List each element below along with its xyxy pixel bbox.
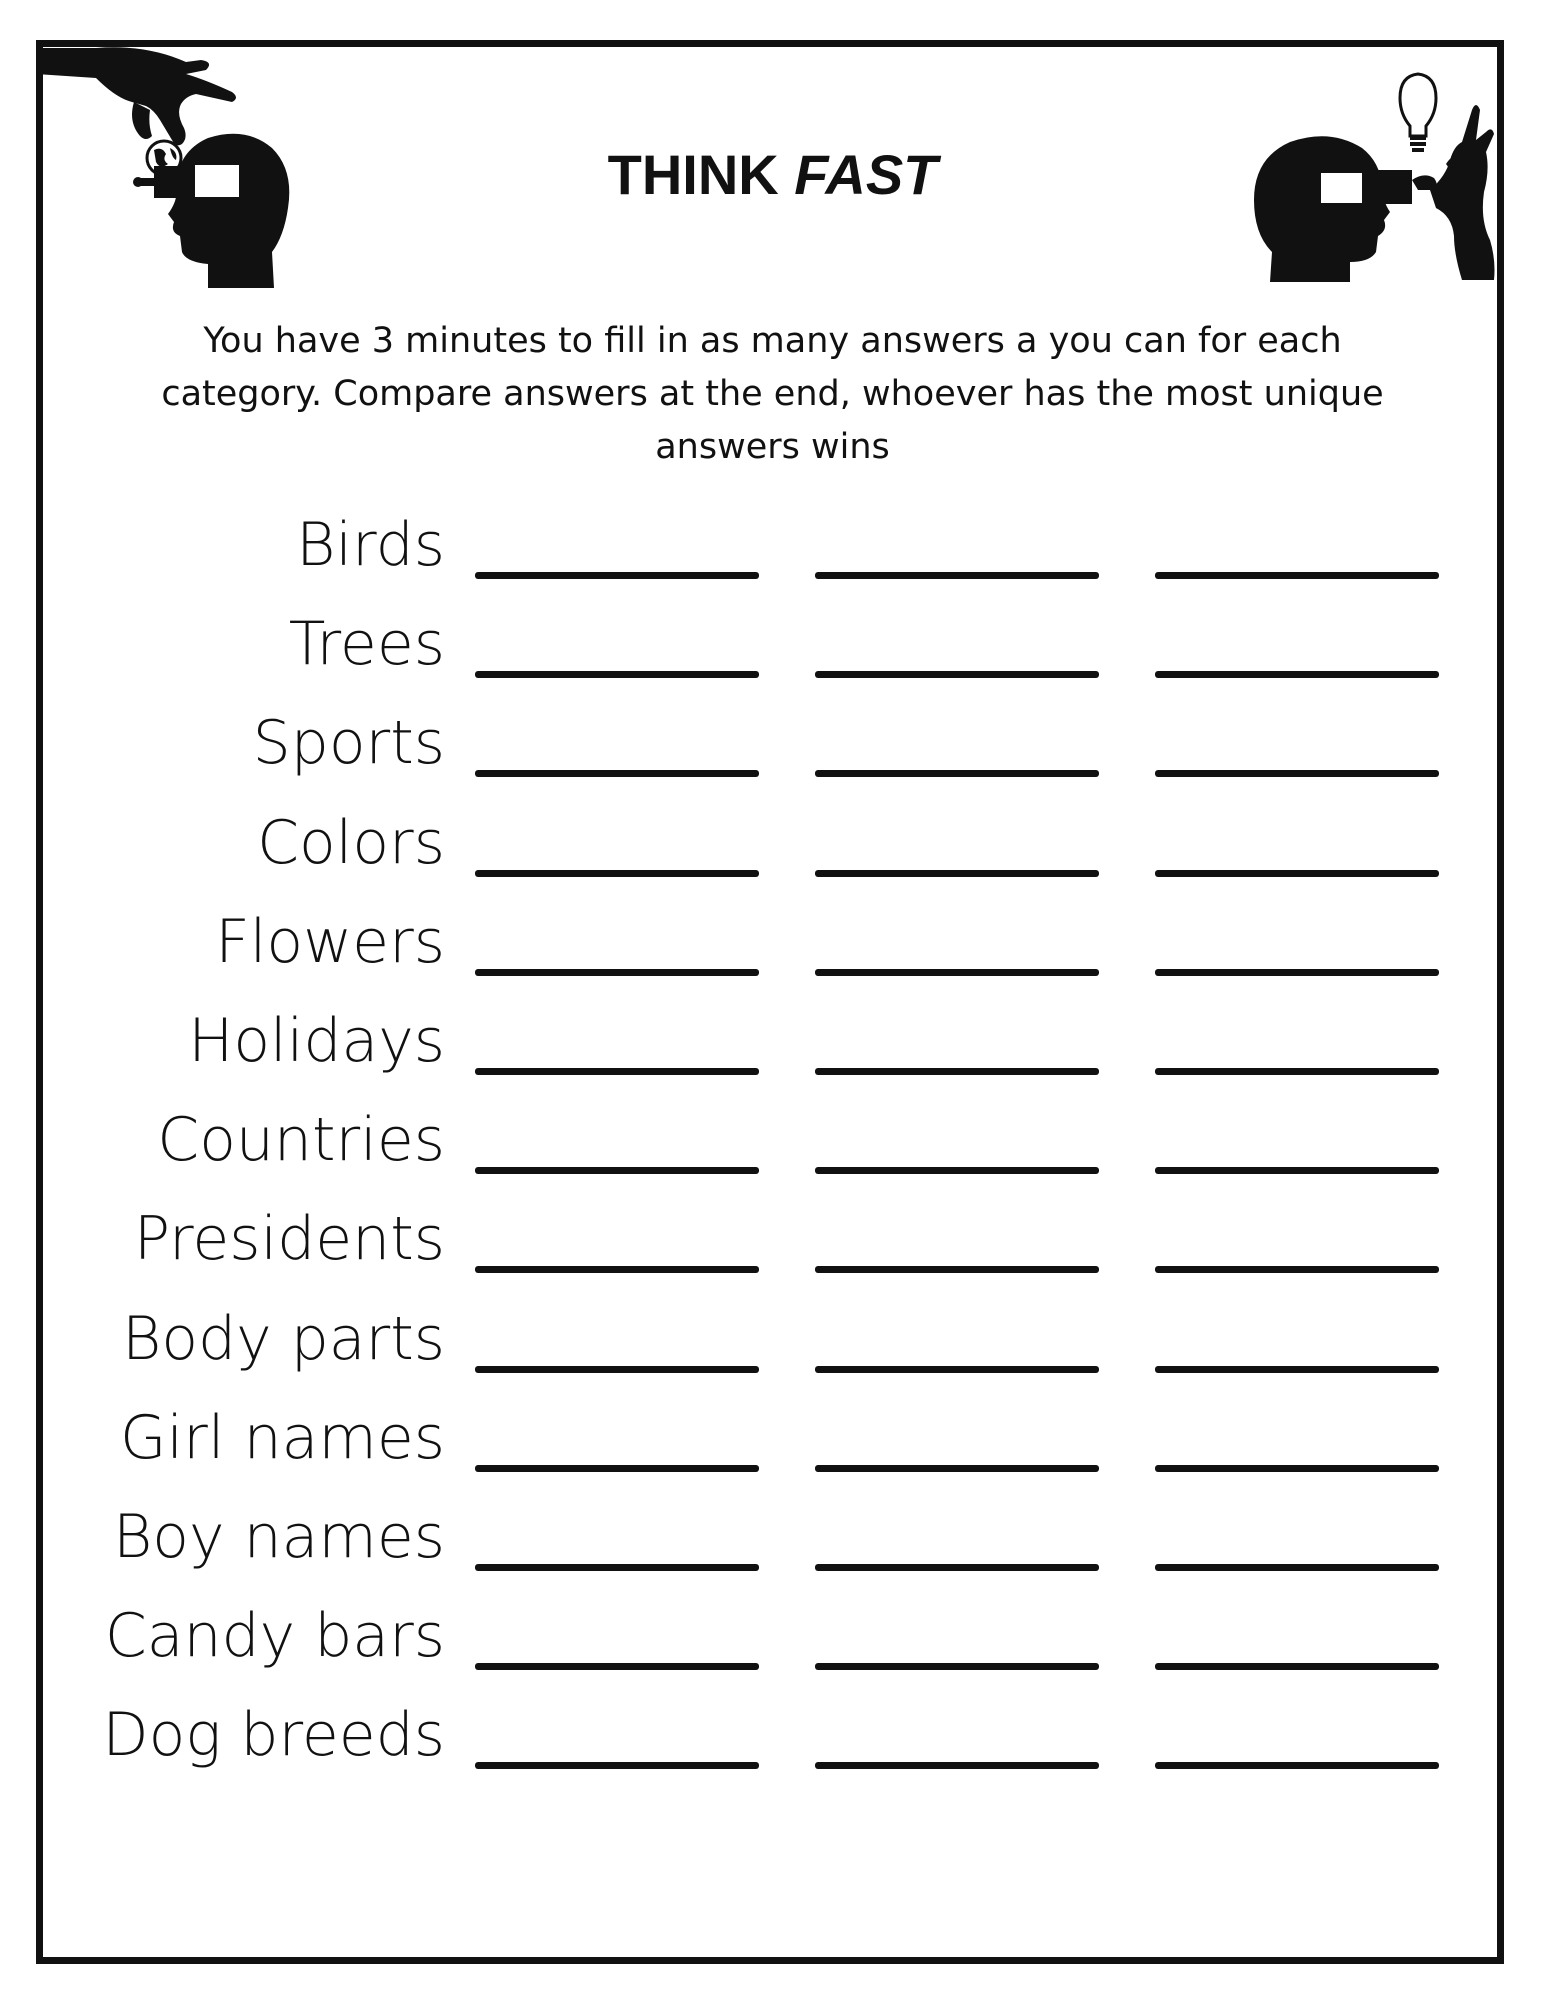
answer-blank[interactable] xyxy=(1155,770,1439,777)
answer-blank[interactable] xyxy=(815,1663,1099,1670)
category-label: Girl names xyxy=(120,1402,445,1473)
category-row xyxy=(0,907,1545,977)
answer-blank[interactable] xyxy=(1155,572,1439,579)
answer-blank[interactable] xyxy=(815,870,1099,877)
answer-blank[interactable] xyxy=(815,1266,1099,1273)
answer-blank[interactable] xyxy=(1155,1366,1439,1373)
answer-blank[interactable] xyxy=(1155,1564,1439,1571)
answer-blank[interactable] xyxy=(815,572,1099,579)
instructions-text: You have 3 minutes to fill in as many answers a you can for each category. Compare answers at the end, whoever has the most unique answers wins xyxy=(161,321,1384,467)
category-label: Body parts xyxy=(122,1303,445,1374)
answer-blank[interactable] xyxy=(475,1167,759,1174)
answer-blank[interactable] xyxy=(475,1266,759,1273)
answer-blank[interactable] xyxy=(1155,1663,1439,1670)
category-row xyxy=(0,609,1545,679)
category-label: Colors xyxy=(257,807,445,878)
title-plain: THINK xyxy=(607,143,779,206)
answer-blank[interactable] xyxy=(475,671,759,678)
answer-blank[interactable] xyxy=(815,770,1099,777)
answer-blank[interactable] xyxy=(1155,671,1439,678)
answer-blank[interactable] xyxy=(475,1366,759,1373)
answer-blank[interactable] xyxy=(1155,1167,1439,1174)
answer-blank[interactable] xyxy=(475,969,759,976)
category-label: Birds xyxy=(296,510,445,580)
answer-blank[interactable] xyxy=(475,870,759,877)
answer-blank[interactable] xyxy=(815,969,1099,976)
category-row xyxy=(0,1105,1545,1175)
category-row xyxy=(0,1502,1545,1572)
category-row xyxy=(0,1304,1545,1374)
answer-blank[interactable] xyxy=(475,572,759,579)
answer-blank[interactable] xyxy=(475,770,759,777)
answer-blank[interactable] xyxy=(475,1762,759,1769)
answer-blank[interactable] xyxy=(1155,1068,1439,1075)
category-label: Presidents xyxy=(133,1204,445,1275)
answer-blank[interactable] xyxy=(1155,1465,1439,1472)
category-row xyxy=(0,1700,1545,1770)
answer-blank[interactable] xyxy=(475,1564,759,1571)
category-label: Flowers xyxy=(215,906,445,977)
category-row xyxy=(0,1601,1545,1671)
answer-blank[interactable] xyxy=(1155,870,1439,877)
category-row xyxy=(0,1006,1545,1076)
worksheet-title xyxy=(0,142,1545,207)
answer-blank[interactable] xyxy=(815,1068,1099,1075)
title-accent: FAST xyxy=(794,143,938,206)
answer-blank[interactable] xyxy=(475,1465,759,1472)
answer-blank[interactable] xyxy=(815,1564,1099,1571)
category-label: Boy names xyxy=(113,1502,445,1572)
category-label: Holidays xyxy=(188,1006,445,1076)
answer-blank[interactable] xyxy=(475,1663,759,1670)
category-row xyxy=(0,1204,1545,1274)
category-row xyxy=(0,808,1545,878)
category-label: Dog breeds xyxy=(102,1700,445,1771)
answer-blank[interactable] xyxy=(815,671,1099,678)
category-row xyxy=(0,510,1545,580)
category-row xyxy=(0,1403,1545,1473)
answer-blank[interactable] xyxy=(815,1167,1099,1174)
category-label: Countries xyxy=(157,1105,445,1176)
answer-blank[interactable] xyxy=(1155,969,1439,976)
answer-blank[interactable] xyxy=(815,1465,1099,1472)
answer-blank[interactable] xyxy=(1155,1762,1439,1769)
answer-blank[interactable] xyxy=(475,1068,759,1075)
answer-blank[interactable] xyxy=(815,1366,1099,1373)
answer-blank[interactable] xyxy=(815,1762,1099,1769)
category-row xyxy=(0,708,1545,778)
category-label: Sports xyxy=(252,708,445,779)
answer-blank[interactable] xyxy=(1155,1266,1439,1273)
category-label: Trees xyxy=(288,609,445,680)
category-label: Candy bars xyxy=(104,1601,445,1672)
